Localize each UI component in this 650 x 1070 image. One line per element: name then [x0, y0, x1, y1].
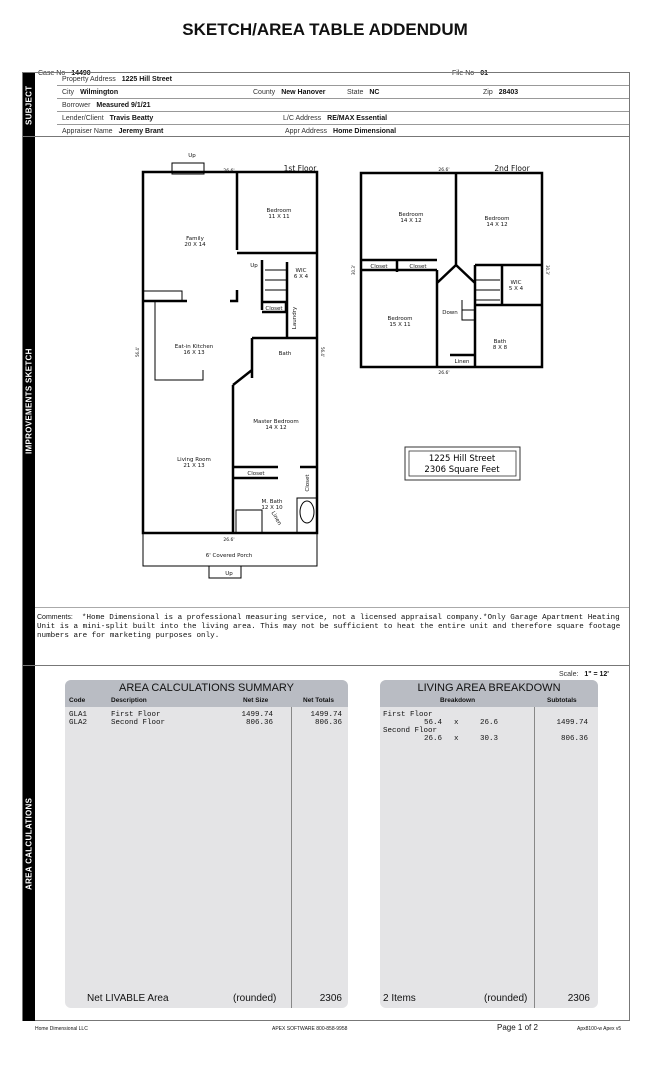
room-family-size: 20 X 14 — [184, 242, 206, 248]
breakdown-title: LIVING AREA BREAKDOWN — [417, 682, 561, 694]
up-label: Up — [188, 153, 196, 159]
county-label: County — [253, 88, 276, 96]
comments-label: Comments: — [37, 614, 73, 621]
subtotal: 1499.74 — [556, 719, 588, 727]
footer-software: APEX SOFTWARE 800-858-9958 — [272, 1026, 348, 1032]
summary-title: AREA CALCULATIONS SUMMARY — [118, 682, 295, 694]
first-floor-width-dim: 26.6' — [223, 169, 235, 174]
col-breakdown: Breakdown — [440, 697, 476, 704]
times: x — [454, 735, 459, 743]
room-kitchen-size: 16 X 13 — [183, 350, 205, 356]
address-label-box — [405, 447, 520, 480]
state-label: State — [347, 88, 364, 96]
room-bath: Bath — [278, 351, 292, 357]
room-bedroom-2c: Bedroom — [387, 316, 413, 322]
col-description: Description — [111, 697, 147, 704]
room-laundry: Laundry — [292, 306, 298, 330]
room-bedroom: Bedroom — [266, 208, 292, 214]
room-porch: 6' Covered Porch — [205, 553, 253, 559]
state: NC — [369, 88, 380, 96]
page-number: Page 1 of 2 — [497, 1023, 538, 1032]
lc-address-label: L/C Address — [283, 114, 322, 122]
room-kitchen: Eat-in Kitchen — [174, 344, 214, 350]
appr-address-label: Appr Address — [285, 128, 328, 135]
net-total: 806.36 — [314, 719, 342, 727]
room-master-bedroom: Master Bedroom — [253, 419, 299, 425]
porch-up-label: Up — [225, 571, 233, 577]
room-linen: Linen — [269, 510, 283, 527]
lender: Travis Beatty — [109, 114, 154, 122]
first-floor-height-dim: 56.4' — [135, 346, 140, 358]
page-title: SKETCH/AREA TABLE ADDENDUM — [182, 20, 468, 39]
room-linen-2: Linen — [454, 359, 470, 365]
net-livable-total: 2306 — [319, 993, 342, 1004]
net-livable-label: Net LIVABLE Area — [87, 993, 169, 1004]
area-label: AREA CALCULATIONS — [23, 666, 35, 1021]
times: x — [454, 719, 459, 727]
case-label: Case No — [38, 70, 66, 77]
sketch-label: IMPROVEMENTS SKETCH — [23, 137, 35, 666]
room-bath-2: Bath — [493, 339, 507, 345]
room-living: Living Room — [177, 457, 211, 463]
zip: 28403 — [498, 88, 519, 96]
room-closet-2a: Closet — [370, 264, 388, 270]
rounded-label: (rounded) — [484, 993, 528, 1004]
room-bedroom-2b-size: 14 X 12 — [486, 222, 508, 228]
col-net-size: Net Size — [243, 697, 269, 704]
second-floor-walls — [361, 173, 542, 367]
second-floor-height-dim-right: 30.3' — [545, 264, 550, 276]
room-m-bath: M. Bath — [261, 499, 283, 505]
label-box-sqft: 2306 Square Feet — [424, 465, 500, 475]
file-value: 01 — [480, 70, 488, 77]
first-floor-height-dim-right: 56.4' — [320, 346, 325, 358]
living-area-breakdown-table — [380, 680, 598, 1008]
room-closet-2b: Closet — [409, 264, 427, 270]
room-wic: WIC — [295, 268, 307, 274]
room-bedroom-2a-size: 14 X 12 — [400, 218, 422, 224]
room-family: Family — [186, 236, 204, 242]
zip-label: Zip — [483, 88, 493, 96]
footer-form: Apx8100-w Apex v5 — [577, 1026, 622, 1032]
room-wic-2-size: 5 X 4 — [508, 286, 524, 292]
second-floor-width-dim: 26.6' — [438, 168, 450, 173]
property-address: 1225 Hill Street — [121, 75, 172, 83]
room-living-size: 21 X 13 — [183, 463, 205, 469]
rounded-label: (rounded) — [233, 993, 277, 1004]
second-floor-width-dim-bottom: 26.6' — [438, 371, 450, 376]
footer-company: Home Dimensional LLC — [35, 1026, 88, 1032]
room-bedroom-size: 11 X 11 — [268, 214, 290, 220]
net-size: 1499.74 — [241, 711, 273, 719]
case-value: 14490 — [71, 70, 91, 77]
room-closet-3: Closet — [305, 474, 311, 492]
scale-value: 1" = 12' — [584, 671, 609, 678]
first-floor-title: 1st Floor — [283, 164, 317, 173]
dim-a: 26.6 — [424, 735, 443, 743]
code: GLA2 — [69, 719, 88, 727]
description: First Floor — [111, 711, 161, 719]
room-master-bedroom-size: 14 X 12 — [265, 425, 287, 431]
scale — [559, 671, 609, 678]
appraiser: Jeremy Brant — [118, 128, 164, 135]
col-code: Code — [69, 697, 86, 704]
appr-address: Home Dimensional — [333, 128, 397, 135]
lender-label: Lender/Client — [62, 114, 104, 122]
stairs-up: Up — [250, 263, 258, 269]
subject-label: SUBJECT — [23, 73, 35, 137]
room-bedroom-2a: Bedroom — [398, 212, 424, 218]
net-total: 1499.74 — [310, 711, 342, 719]
dim-a: 56.4 — [424, 719, 443, 727]
room-bath-2-size: 8 X 8 — [492, 345, 508, 351]
items-count: 2 Items — [383, 993, 416, 1004]
scale-label: Scale: — [559, 671, 579, 678]
second-floor-stairs — [462, 280, 500, 320]
floor-name: Second Floor — [383, 727, 438, 735]
room-wic-2: WIC — [510, 280, 522, 286]
col-subtotals: Subtotals — [547, 697, 577, 704]
dim-b: 26.6 — [480, 719, 499, 727]
county: New Hanover — [281, 88, 326, 96]
net-size: 806.36 — [245, 719, 273, 727]
file-label: File No — [452, 70, 475, 77]
room-bedroom-2b: Bedroom — [484, 216, 510, 222]
second-floor-title: 2nd Floor — [494, 164, 530, 173]
room-bedroom-2c-size: 15 X 11 — [389, 322, 411, 328]
property-address-label: Property Address — [62, 75, 116, 83]
city-label: City — [62, 88, 75, 96]
room-wic-size: 6 X 4 — [293, 274, 309, 280]
room-closet: Closet — [265, 306, 283, 312]
area-summary-table — [65, 680, 348, 1008]
subtotal: 806.36 — [560, 735, 588, 743]
borrower: Measured 9/1/21 — [96, 101, 151, 109]
lc-address: RE/MAX Essential — [327, 114, 388, 122]
code: GLA1 — [69, 711, 88, 719]
comments-text: *Home Dimensional is a professional measuring service, not a licensed appraisal company.*Only Garage Apartment Heating Unit is a mini-split built into the living area. This may not be sufficient to heat the entire unit and therefore square footage numbers are for marketing purposes only. — [37, 614, 621, 640]
label-box-address: 1225 Hill Street — [428, 454, 496, 464]
floor-name: First Floor — [383, 711, 433, 719]
first-floor-details — [143, 163, 317, 578]
dim-b: 30.3 — [480, 735, 499, 743]
breakdown-total: 2306 — [567, 993, 590, 1004]
description: Second Floor — [111, 719, 166, 727]
second-floor-height-dim: 30.3' — [351, 264, 356, 276]
city: Wilmington — [80, 88, 119, 96]
stairs-down: Down — [442, 310, 458, 316]
borrower-label: Borrower — [62, 101, 91, 109]
room-closet-2: Closet — [247, 471, 265, 477]
appraiser-label: Appraiser Name — [62, 128, 113, 135]
first-floor-width-dim-bottom: 26.6' — [223, 538, 235, 543]
col-net-totals: Net Totals — [303, 697, 334, 704]
room-m-bath-size: 12 X 10 — [261, 505, 283, 511]
